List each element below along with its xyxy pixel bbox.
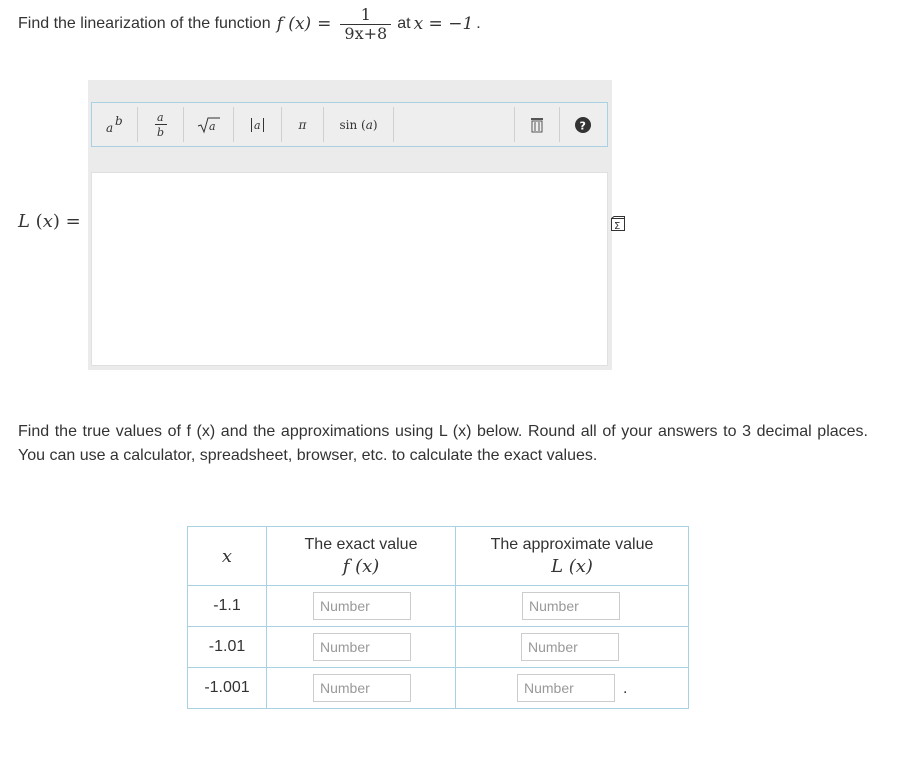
header-approx-label: The approximate value [490, 535, 654, 553]
fraction-denominator: 9x+8 [344, 23, 388, 43]
header-exact [267, 527, 456, 586]
header-approx-sub: L (x) [551, 555, 593, 577]
at-text: at [397, 15, 411, 32]
svg-text:Σ: Σ [614, 221, 621, 232]
question-text [18, 4, 481, 44]
approx-input[interactable]: Number [521, 633, 619, 661]
table-row [188, 586, 689, 627]
approx-input[interactable]: Number [517, 674, 615, 702]
svg-text:a: a [156, 110, 164, 124]
row-x-value: -1.1 [188, 586, 267, 627]
pi-button[interactable] [282, 107, 324, 142]
sin-button[interactable] [324, 107, 394, 142]
approx-cell [456, 586, 689, 627]
header-exact-sub: f (x) [342, 555, 380, 577]
exact-input[interactable]: Number [313, 592, 411, 620]
values-table [187, 526, 689, 709]
power-icon [103, 115, 127, 135]
abs-icon [248, 115, 268, 135]
exact-cell [267, 586, 456, 627]
power-button[interactable] [92, 107, 138, 142]
help-icon [574, 116, 592, 134]
equals-sign: = [317, 14, 332, 34]
equation-preview-icon[interactable] [610, 216, 626, 232]
table-header-row [188, 527, 689, 586]
sigma-icon [610, 216, 626, 232]
exact-cell [267, 627, 456, 668]
svg-text:a: a [208, 119, 216, 133]
answer-label: L (x) = [18, 211, 81, 232]
approx-cell [456, 668, 689, 709]
clear-button[interactable] [514, 107, 560, 142]
function-fraction [340, 6, 391, 43]
exact-input[interactable]: Number [313, 633, 411, 661]
exact-cell [267, 668, 456, 709]
svg-text:b: b [114, 114, 123, 128]
sqrt-icon [196, 115, 222, 135]
svg-text:?: ? [579, 119, 586, 132]
svg-text:b: b [156, 125, 164, 139]
abs-button[interactable] [234, 107, 282, 142]
header-approx [456, 527, 689, 586]
question-prefix: Find the linearization of the function [18, 15, 271, 32]
svg-text:a: a [105, 120, 113, 135]
header-x: x [188, 527, 267, 586]
sqrt-button[interactable] [184, 107, 234, 142]
header-exact-label: The exact value [304, 535, 418, 553]
trash-icon [530, 117, 544, 133]
fraction-button[interactable] [138, 107, 184, 142]
answer-input[interactable] [91, 172, 608, 366]
table-row [188, 668, 689, 709]
sin-label: sin (a) [339, 117, 378, 132]
fraction-icon [153, 110, 169, 140]
svg-text:a: a [253, 118, 261, 132]
pi-icon: π [298, 117, 307, 132]
fraction-numerator: 1 [360, 4, 371, 24]
editor-toolbar [91, 102, 608, 147]
row-x-value: -1.01 [188, 627, 267, 668]
table-row [188, 627, 689, 668]
point-value: x = −1 [413, 14, 474, 34]
approx-cell [456, 627, 689, 668]
trailing-period: . [623, 680, 628, 697]
help-button[interactable] [560, 107, 606, 142]
row-x-value: -1.001 [188, 668, 267, 709]
question-period: . [476, 15, 481, 32]
function-label: f (x) [276, 14, 312, 34]
exact-input[interactable]: Number [313, 674, 411, 702]
approx-input[interactable]: Number [522, 592, 620, 620]
instructions-text: Find the true values of f (x) and the approximations using L (x) below. Round all of your answers to 3 decimal places. You can use a calculator, spreadsheet, browser, etc. to calculate the exact values. [18, 423, 868, 464]
